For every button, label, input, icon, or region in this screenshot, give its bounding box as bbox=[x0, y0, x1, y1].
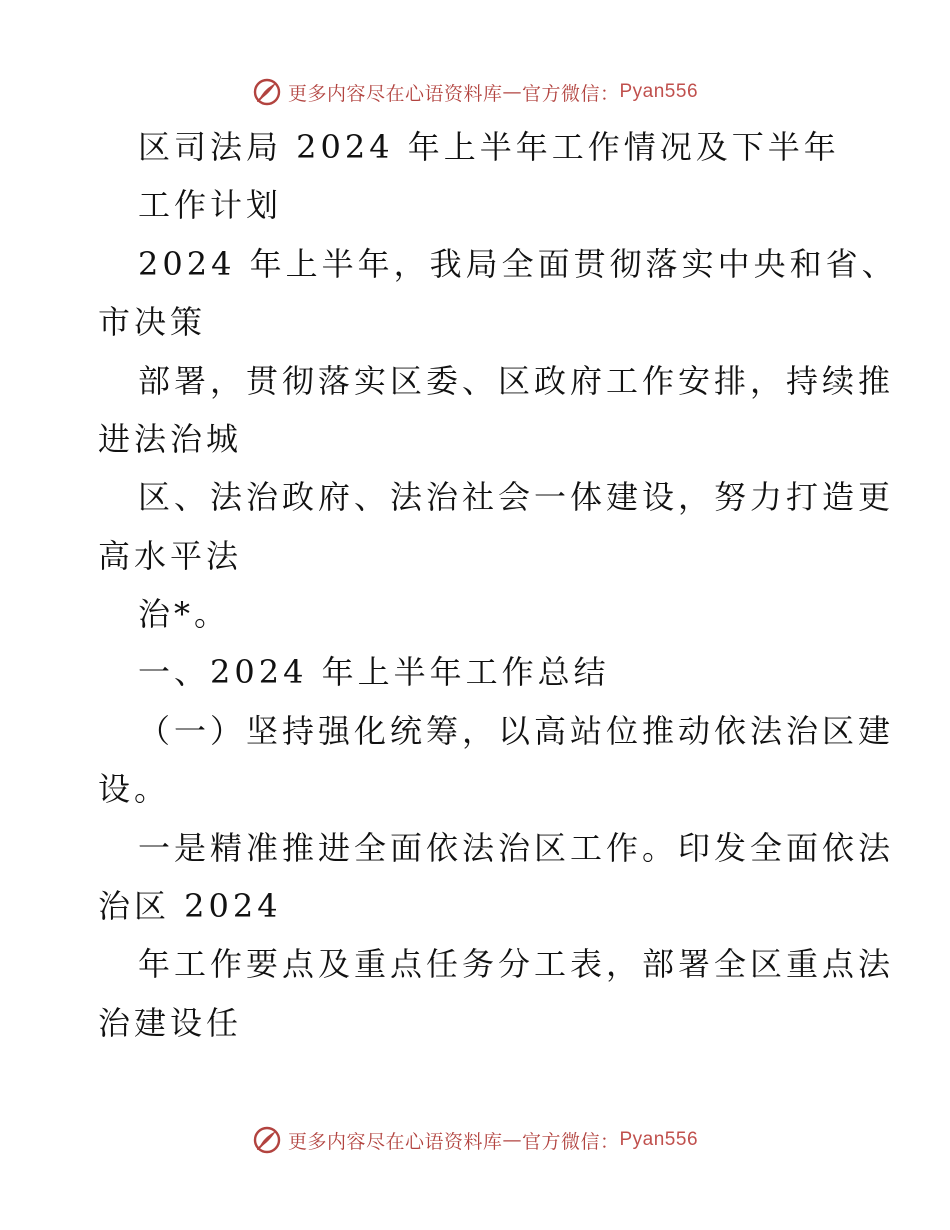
feather-quill-circle-icon bbox=[252, 1125, 282, 1155]
watermark-separator: — bbox=[502, 81, 522, 103]
header-watermark bbox=[0, 72, 950, 112]
body-line: 部署，贯彻落实区委、区政府工作安排，持续推 bbox=[138, 362, 895, 400]
body-line: 年工作要点及重点任务分工表，部署全区重点法 bbox=[138, 945, 895, 983]
doc-title-line-1: 区司法局 2024 年上半年工作情况及下半年 bbox=[138, 128, 840, 166]
watermark-label: 官方微信： bbox=[521, 82, 620, 105]
body-line: 一是精准推进全面依法治区工作。印发全面依法 bbox=[138, 829, 895, 867]
watermark-label: 官方微信： bbox=[521, 1130, 620, 1153]
body-line: 进法治城 bbox=[98, 420, 243, 458]
watermark-account: Pyan556 bbox=[619, 81, 699, 102]
watermark-brand: 更多内容尽在心语资料库 bbox=[287, 1130, 503, 1153]
body-line: 治*。 bbox=[138, 595, 231, 633]
subsection-heading: （一）坚持强化统筹，以高站位推动依法治区建 bbox=[138, 712, 895, 750]
body-line: 设。 bbox=[98, 770, 171, 808]
watermark-separator: — bbox=[502, 1129, 522, 1151]
section-heading: 一、2024 年上半年工作总结 bbox=[138, 653, 610, 691]
body-line: 市决策 bbox=[98, 303, 207, 341]
body-line: 治区 2024 bbox=[98, 887, 282, 925]
feather-quill-circle-icon bbox=[252, 77, 282, 107]
watermark-account: Pyan556 bbox=[619, 1129, 699, 1150]
body-line: 区、法治政府、法治社会一体建设，努力打造更 bbox=[138, 478, 895, 516]
doc-title-line-2: 工作计划 bbox=[138, 186, 283, 224]
body-line: 高水平法 bbox=[98, 537, 243, 575]
watermark-brand: 更多内容尽在心语资料库 bbox=[287, 82, 503, 105]
footer-watermark bbox=[0, 1120, 950, 1160]
body-line: 2024 年上半年，我局全面贯彻落实中央和省、 bbox=[138, 245, 898, 283]
body-line: 治建设任 bbox=[98, 1004, 243, 1042]
